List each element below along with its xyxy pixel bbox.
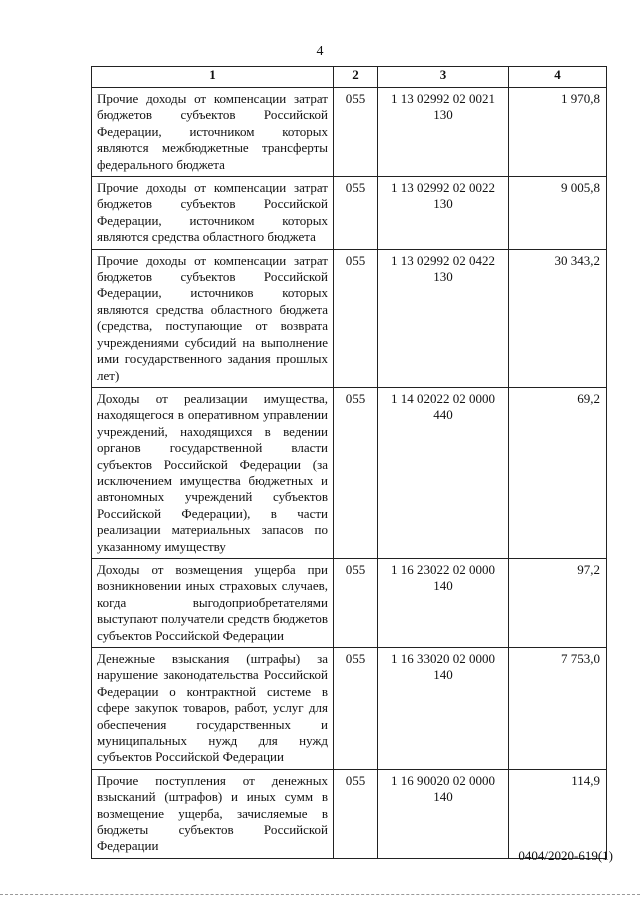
row-amount: 7 753,0 [509, 648, 607, 770]
table-row [92, 769, 607, 858]
table-row [92, 558, 607, 647]
row-budget-code: 1 13 02992 02 0422 130 [378, 249, 509, 387]
revenue-table [91, 66, 607, 859]
row-description: Прочие доходы от компенсации затрат бюджетов субъектов Российской Федерации, источником которых являются средства областного бюджета [92, 177, 334, 250]
row-description: Денежные взыскания (штрафы) за нарушение законодательства Российской Федерации о контрактной системе в сфере закупок товаров, работ, услуг для обеспечения государственных и муниципальных нужд для нужд субъектов Российской Федерации [92, 648, 334, 770]
row-amount: 1 970,8 [509, 88, 607, 177]
row-admin-code: 055 [334, 387, 378, 558]
table-row [92, 648, 607, 770]
document-registration-code: 0404/2020-619(1) [518, 848, 613, 863]
row-admin-code: 055 [334, 249, 378, 387]
page-number: 4 [316, 44, 324, 59]
table-row [92, 387, 607, 558]
row-admin-code: 055 [334, 558, 378, 647]
header-col-2: 2 [334, 67, 378, 88]
row-admin-code: 055 [334, 177, 378, 250]
row-budget-code: 1 13 02992 02 0022 130 [378, 177, 509, 250]
row-amount: 9 005,8 [509, 177, 607, 250]
table-row [92, 88, 607, 177]
header-col-4: 4 [509, 67, 607, 88]
row-budget-code: 1 16 90020 02 0000 140 [378, 769, 509, 858]
row-amount: 114,9 [509, 769, 607, 858]
row-budget-code: 1 16 23022 02 0000 140 [378, 558, 509, 647]
row-description: Доходы от реализации имущества, находящегося в оперативном управлении учреждений, находящихся в ведении органов государственной власти субъектов Российской Федерации (за исключением имущества бюджетных и автономных учреждений субъектов Российской Федерации), в части реализации материальных запасов по указанному имуществу [92, 387, 334, 558]
row-admin-code: 055 [334, 648, 378, 770]
row-description: Доходы от возмещения ущерба при возникновении иных страховых случаев, когда выгодоприобретателями выступают получатели средств бюджетов субъектов Российской Федерации [92, 558, 334, 647]
row-amount: 69,2 [509, 387, 607, 558]
header-col-3: 3 [378, 67, 509, 88]
scan-edge-rule [0, 894, 640, 896]
row-admin-code: 055 [334, 88, 378, 177]
row-description: Прочие доходы от компенсации затрат бюджетов субъектов Российской Федерации, источников которых являются средства областного бюджета (средства, поступающие от возврата учреждениями субсидий на выполнение ими государственного задания прошлых лет) [92, 249, 334, 387]
table-row [92, 249, 607, 387]
row-amount: 30 343,2 [509, 249, 607, 387]
row-budget-code: 1 14 02022 02 0000 440 [378, 387, 509, 558]
table-row [92, 177, 607, 250]
header-col-1: 1 [92, 67, 334, 88]
table-header-row [92, 67, 607, 88]
row-admin-code: 055 [334, 769, 378, 858]
row-amount: 97,2 [509, 558, 607, 647]
row-budget-code: 1 13 02992 02 0021 130 [378, 88, 509, 177]
row-description: Прочие доходы от компенсации затрат бюджетов субъектов Российской Федерации, источником которых являются межбюджетные трансферты федерального бюджета [92, 88, 334, 177]
row-budget-code: 1 16 33020 02 0000 140 [378, 648, 509, 770]
row-description: Прочие поступления от денежных взысканий (штрафов) и иных сумм в возмещение ущерба, зачисляемые в бюджеты субъектов Российской Федерации [92, 769, 334, 858]
